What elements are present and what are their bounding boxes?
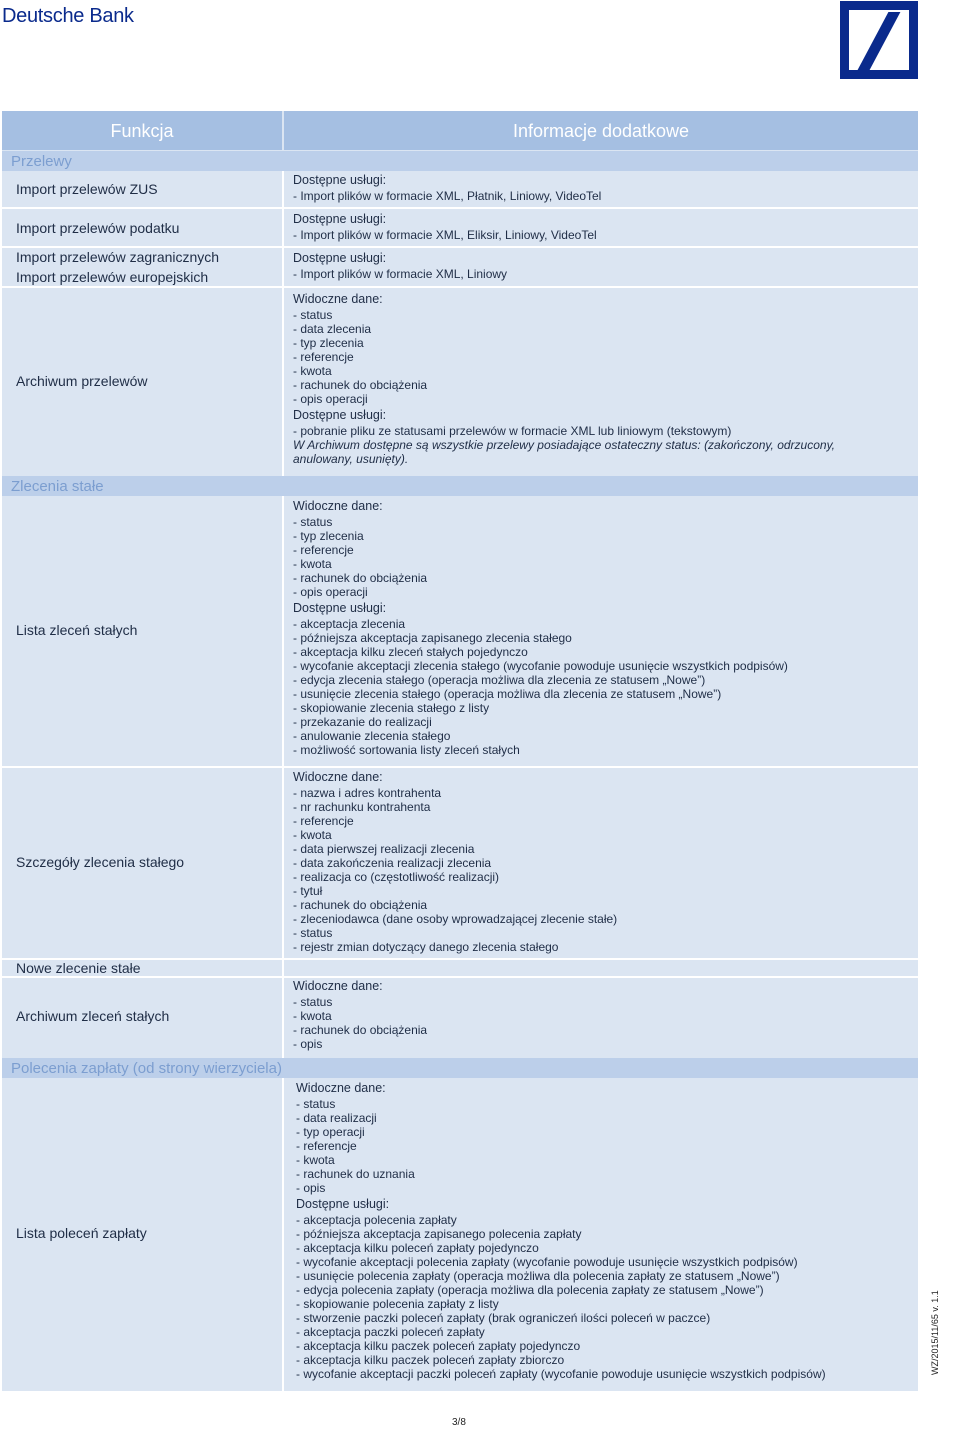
row-info-archiwum: Widoczne dane: - status - data zlecenia - typ zlecenia - referencje - kwota - rachunek do obciążenia - opis operacji Dostępne usługi: - pobranie pliku ze statusami przelewów w formacie XML lub liniowym (tekstowym) W Archiwum dostępne są wszystkie przelewy posiadające ostateczny status: (zakończony, odrzucony, anulowany, usunięty). bbox=[293, 292, 836, 466]
row-info-lista-polecen: Widoczne dane: - status - data realizacji - typ operacji - referencje - kwota - rachunek do uznania - opis Dostępne usługi: - akceptacja polecenia zapłaty - późniejsza akceptacja zapisanego polecenia zapłaty - akceptacja kilku poleceń zapłaty pojedynczo - wycofanie akceptacji polecenia zapłaty (wycofanie powoduje usunięcie wszystkich podpisów) - usunięcie polecenia zapłaty (operacja możliwa dla polecenia zapłaty ze statusem „Nowe”) - edycja polecenia zapłaty (operacja możliwa dla polecenia zapłaty ze statusem „Nowe”) - skopiowanie polecenia zapłaty z listy - stworzenie paczki poleceń zapłaty (brak ograniczeń ilości poleceń w paczce) - akceptacja paczki poleceń zapłaty - akceptacja kilku paczek poleceń zapłaty pojedynczo - akceptacja kilku paczek poleceń zapłaty zbiorczo - wycofanie akceptacji paczki poleceń zapłaty (wycofanie powoduje usunięcie wszystkich podpisów) bbox=[296, 1081, 826, 1381]
row-function-lista-polecen: Lista poleceń zapłaty bbox=[16, 1225, 147, 1241]
document-version: WZ/2015/11/65 v. 1.1 bbox=[930, 1290, 940, 1375]
row-info-zus: Dostępne usługi: - Import plików w formacie XML, Płatnik, Liniowy, VideoTel bbox=[293, 173, 602, 203]
row-function-podatku: Import przelewów podatku bbox=[16, 220, 180, 236]
row-info-lista-zlecen: Widoczne dane: - status - typ zlecenia - referencje - kwota - rachunek do obciążenia - opis operacji Dostępne usługi: - akceptacja zlecenia - późniejsza akceptacja zapisanego zlecenia stałego - akceptacja kilku zleceń stałych pojedynczo - wycofanie akceptacji zlecenia stałego (wycofanie powoduje usunięcie wszystkich podpisów) - edycja zlecenia stałego (operacja możliwa dla zlecenia ze statusem „Nowe”) - usunięcie zlecenia stałego (operacja możliwa dla zlecenia ze statusem „Nowe”) - skopiowanie zlecenia stałego z listy - przekazanie do realizacji - anulowanie zlecenia stałego - możliwość sortowania listy zleceń stałych bbox=[293, 499, 788, 757]
section-polecenia-zaplaty: Polecenia zapłaty (od strony wierzyciela) bbox=[2, 1058, 918, 1078]
deutsche-bank-logo-icon bbox=[840, 1, 918, 79]
row-function-lista-zlecen: Lista zleceń stałych bbox=[16, 622, 138, 638]
row-info-archiwum-zlecen: Widoczne dane: - status - kwota - rachunek do obciążenia - opis bbox=[293, 979, 428, 1051]
section-przelewy: Przelewy bbox=[2, 151, 918, 171]
row-function-nowe-zlecenie: Nowe zlecenie stałe bbox=[16, 960, 141, 976]
row-function-zagraniczne: Import przelewów zagranicznych bbox=[16, 249, 220, 265]
functions-table bbox=[2, 111, 918, 1391]
row-info-szczegoly: Widoczne dane: - nazwa i adres kontrahenta - nr rachunku kontrahenta - referencje - kwota - data pierwszej realizacji zlecenia - data zakończenia realizacji zlecenia - realizacja co (częstotliwość realizacji) - tytuł - rachunek do obciążenia - zleceniodawca (dane osoby wprowadzającej zlecenie stałe) - status - rejestr zmian dotyczący danego zlecenia stałego bbox=[293, 770, 618, 954]
column-header-function: Funkcja bbox=[2, 111, 282, 150]
row-function-archiwum-zlecen: Archiwum zleceń stałych bbox=[16, 1008, 170, 1024]
brand-name: Deutsche Bank bbox=[2, 5, 134, 27]
page-number: 3/8 bbox=[452, 1417, 466, 1428]
row-function-zus: Import przelewów ZUS bbox=[16, 181, 158, 197]
row-function-archiwum: Archiwum przelewów bbox=[16, 373, 148, 389]
row-function-europejskie: Import przelewów europejskich bbox=[16, 269, 209, 285]
row-info-podatku: Dostępne usługi: - Import plików w formacie XML, Eliksir, Liniowy, VideoTel bbox=[293, 212, 597, 242]
row-function-szczegoly: Szczegóły zlecenia stałego bbox=[16, 854, 185, 870]
column-header-info: Informacje dodatkowe bbox=[284, 111, 918, 150]
row-info-zagraniczne: Dostępne usługi: - Import plików w formacie XML, Liniowy bbox=[293, 251, 508, 281]
section-zlecenia-stale: Zlecenia stałe bbox=[2, 476, 918, 496]
